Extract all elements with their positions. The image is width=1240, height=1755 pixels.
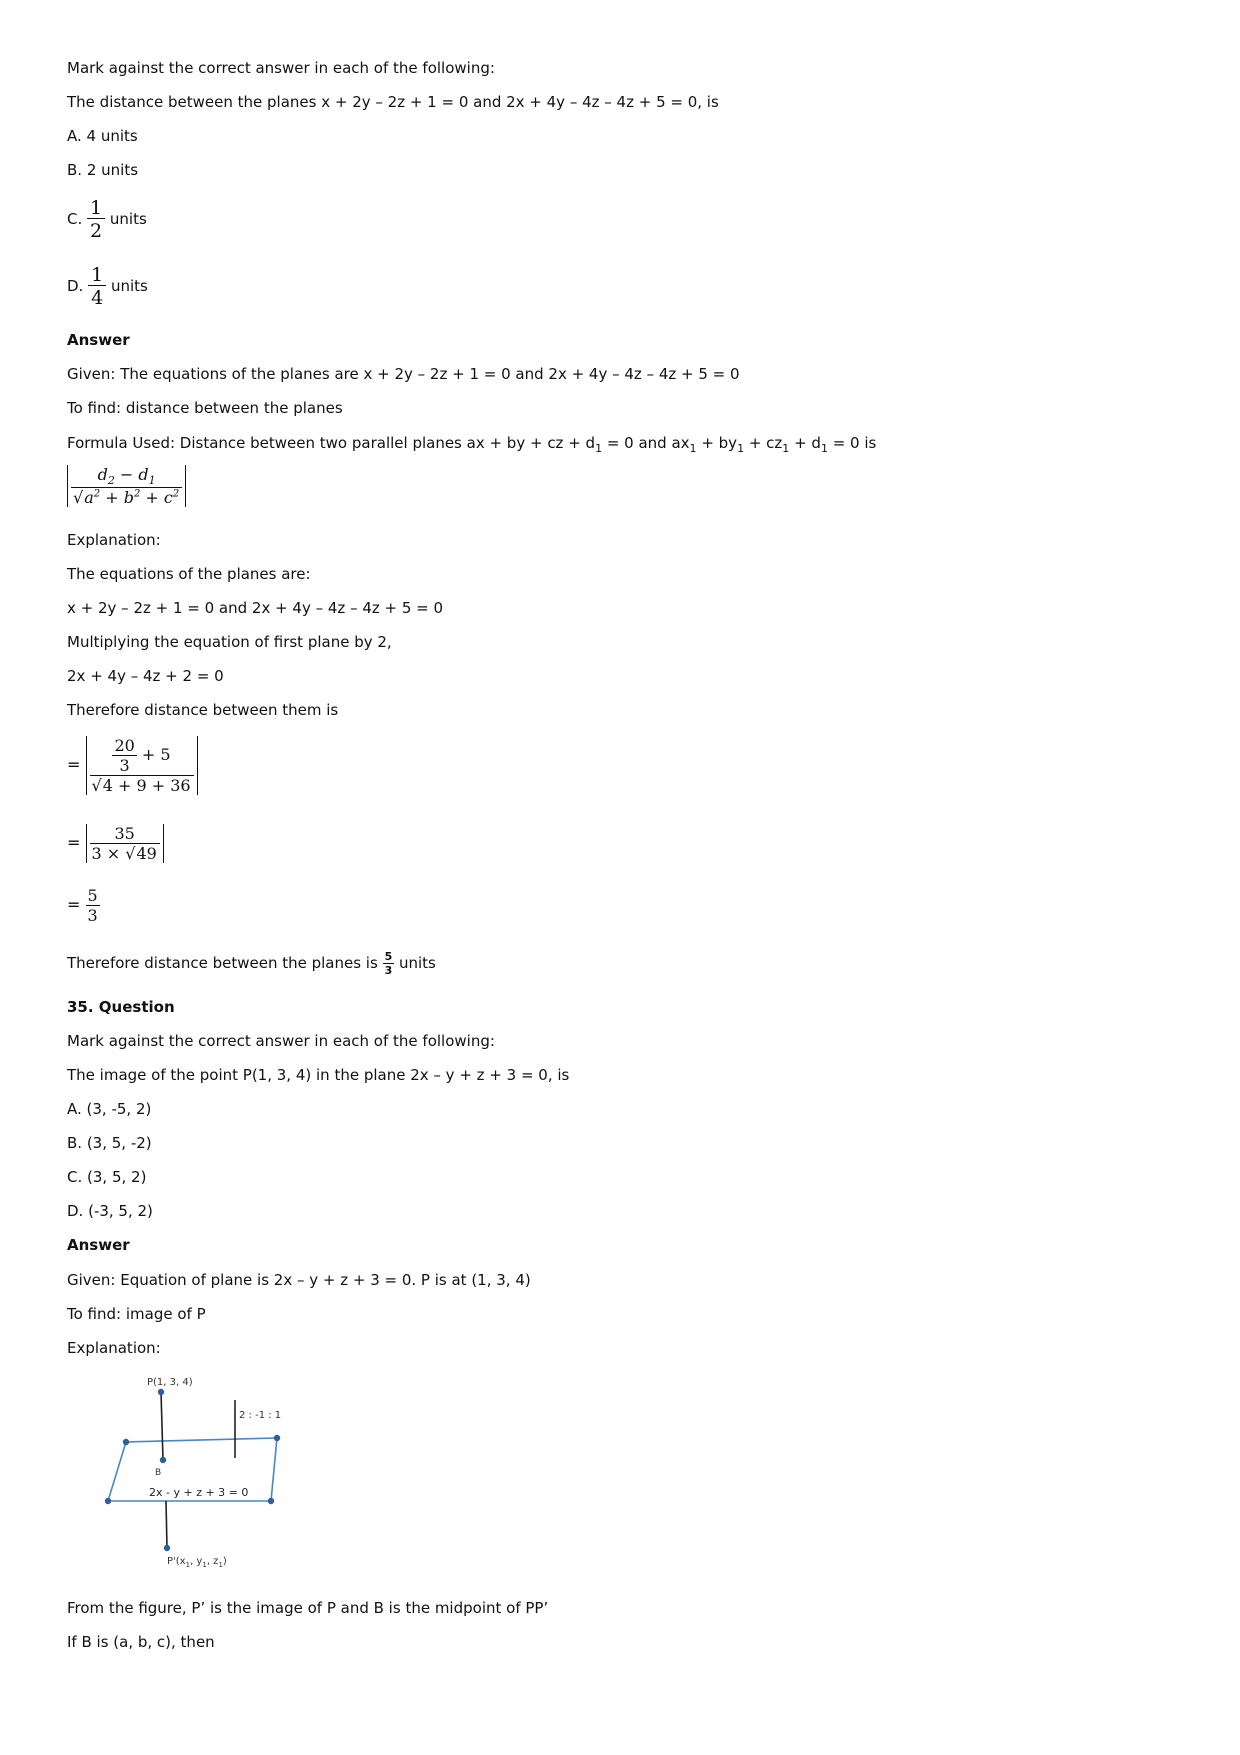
label-p: P(1, 3, 4) <box>147 1377 193 1388</box>
abs-value <box>86 736 198 795</box>
q34-eq-intro: The equations of the planes are: <box>67 565 311 583</box>
option-c-denominator: 2 <box>87 218 105 241</box>
final-suffix: units <box>394 954 436 972</box>
plane-vertex <box>268 1498 274 1504</box>
step-2-numerator: 35 <box>114 824 135 843</box>
abs-value <box>67 465 186 507</box>
q35-question: The image of the point P(1, 3, 4) in the plane 2x – y + z + 3 = 0, is <box>67 1066 570 1084</box>
plane-figure <box>95 1370 305 1580</box>
formula-fraction <box>71 465 182 507</box>
formula-sub: 1 <box>782 442 790 455</box>
inner-numerator: 20 <box>114 736 135 755</box>
label-sub: 1 <box>185 1561 191 1569</box>
label-sub: 1 <box>202 1561 207 1569</box>
final-fraction <box>383 950 395 977</box>
q35-given: Given: Equation of plane is 2x – y + z + 3 = 0. P is at (1, 3, 4) <box>67 1271 531 1289</box>
sqrt-icon: $√a^2 + b^2 + c^2$ <box>73 488 180 508</box>
point-b <box>160 1457 166 1463</box>
q34-formula-used <box>67 433 876 459</box>
q35-if-b: If B is (a, b, c), then <box>67 1633 215 1651</box>
step-3-denominator: 3 <box>87 906 98 925</box>
label-part: P'(x <box>167 1556 186 1567</box>
option-d-prefix: D. <box>67 277 84 295</box>
option-d-numerator: 1 <box>91 264 104 286</box>
q34-therefore: Therefore distance between them is <box>67 701 339 719</box>
q35-option-a: A. (3, -5, 2) <box>67 1100 152 1118</box>
final-denominator: 3 <box>384 964 393 977</box>
q35-instruction: Mark against the correct answer in each of the following: <box>67 1032 495 1050</box>
q34-option-d <box>67 265 148 308</box>
formula-sub: 1 <box>737 442 745 455</box>
radicand: 49 <box>136 844 157 863</box>
plane-vertex <box>123 1439 129 1445</box>
option-c-prefix: C. <box>67 210 83 228</box>
q34-eq-line: x + 2y – 2z + 1 = 0 and 2x + 4y – 4z – 4z + 5 = 0 <box>67 599 444 617</box>
formula-text: Formula Used: Distance between two parallel planes ax + by + cz + d <box>67 434 596 452</box>
q34-option-c <box>67 198 147 241</box>
option-c-suffix: units <box>109 210 147 228</box>
formula-text: + cz <box>744 434 783 452</box>
q34-option-b: B. 2 units <box>67 161 139 179</box>
step-2-denominator <box>90 843 160 863</box>
q34-given: Given: The equations of the planes are x + 2y – 2z + 1 = 0 and 2x + 4y – 4z – 4z + 5 = 0 <box>67 365 740 383</box>
option-c-numerator: 1 <box>90 197 103 219</box>
formula-text: + d <box>789 434 821 452</box>
q35-option-c: C. (3, 5, 2) <box>67 1168 147 1186</box>
q35-from-figure: From the figure, P’ is the image of P and B is the midpoint of PP’ <box>67 1599 549 1617</box>
label-part: , y <box>190 1556 203 1567</box>
label-b: B <box>155 1468 162 1478</box>
q35-to-find: To find: image of P <box>67 1305 206 1323</box>
option-d-suffix: units <box>110 277 148 295</box>
inner-fraction <box>112 736 136 775</box>
distance-formula <box>67 465 186 507</box>
plane-vertex <box>105 1498 111 1504</box>
step-2-fraction <box>90 824 160 863</box>
step-3-numerator: 5 <box>87 886 98 905</box>
option-d-fraction <box>88 265 106 308</box>
q34-to-find: To find: distance between the planes <box>67 399 343 417</box>
formula-denominator <box>71 487 182 507</box>
label-part: ) <box>222 1556 227 1567</box>
formula-text: = 0 and ax <box>602 434 690 452</box>
label-ratio: 2 : -1 : 1 <box>239 1410 282 1421</box>
step-1-numerator <box>90 736 194 775</box>
option-c-fraction <box>87 198 105 241</box>
q34-explanation-label: Explanation: <box>67 531 161 549</box>
formula-numerator: $d_2 - d_1$ <box>97 465 156 488</box>
step-3-fraction <box>86 886 100 925</box>
sqrt-icon: √49 <box>125 844 157 863</box>
q34-answer-heading: Answer <box>67 331 130 349</box>
option-d-denominator: 4 <box>88 285 106 308</box>
plus-term: + 5 <box>141 745 171 764</box>
label-sub: 1 <box>218 1561 223 1569</box>
formula-text: + by <box>696 434 738 452</box>
step-2 <box>67 824 164 863</box>
equals-sign: = <box>67 755 81 774</box>
plane-vertex <box>274 1435 280 1441</box>
final-numerator: 5 <box>384 950 393 963</box>
step-1-denominator <box>90 775 194 795</box>
point-p <box>158 1389 164 1395</box>
sqrt-icon: √4 + 9 + 36 <box>91 776 191 795</box>
formula-text: = 0 is <box>827 434 877 452</box>
line-p-b <box>161 1392 163 1460</box>
inner-denominator: 3 <box>112 755 136 775</box>
q34-option-a: A. 4 units <box>67 127 138 145</box>
point-p-prime <box>164 1545 170 1551</box>
label-part: , z <box>206 1556 219 1567</box>
q34-multiplied-eq: 2x + 4y – 4z + 2 = 0 <box>67 667 224 685</box>
q35-heading: 35. Question <box>67 998 175 1016</box>
radicand: 4 + 9 + 36 <box>102 776 191 795</box>
step-1-fraction <box>90 736 194 795</box>
step-3 <box>67 886 100 925</box>
formula-sub: 1 <box>689 442 697 455</box>
line-below-plane <box>166 1501 167 1548</box>
final-prefix: Therefore distance between the planes is <box>67 954 383 972</box>
equals-sign: = <box>67 833 81 852</box>
abs-value <box>86 824 164 863</box>
q34-question: The distance between the planes x + 2y – 2z + 1 = 0 and 2x + 4y – 4z – 4z + 5 = 0, is <box>67 93 719 111</box>
label-p-prime <box>167 1556 227 1569</box>
q35-answer-heading: Answer <box>67 1236 130 1254</box>
q34-multiply: Multiplying the equation of first plane by 2, <box>67 633 392 651</box>
label-plane-equation: 2x - y + z + 3 = 0 <box>149 1486 249 1499</box>
q34-instruction: Mark against the correct answer in each of the following: <box>67 59 495 77</box>
step-1 <box>67 736 198 795</box>
q34-final <box>67 950 436 977</box>
q35-explanation-label: Explanation: <box>67 1339 161 1357</box>
q35-option-d: D. (-3, 5, 2) <box>67 1202 153 1220</box>
q35-option-b: B. (3, 5, -2) <box>67 1134 152 1152</box>
formula-sub: 1 <box>820 442 828 455</box>
equals-sign: = <box>67 895 81 914</box>
formula-sub: 1 <box>595 442 603 455</box>
den-term: 3 × <box>91 844 126 863</box>
